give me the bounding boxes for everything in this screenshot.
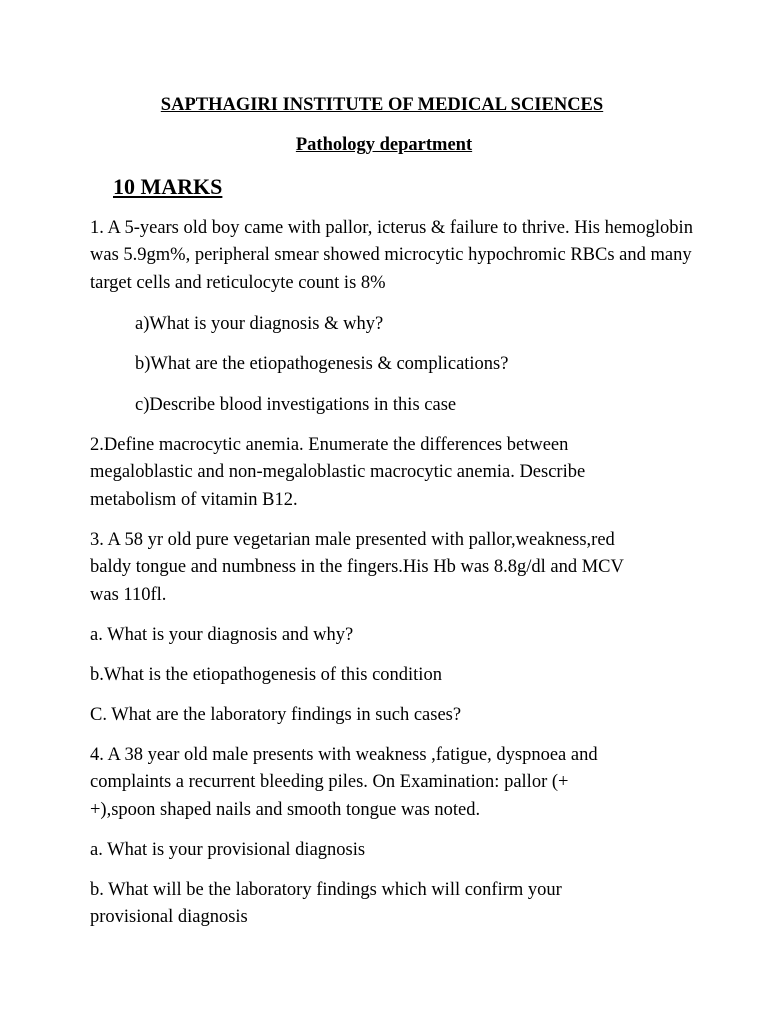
question-1-line-2: was 5.9gm%, peripheral smear showed microcytic hypochromic RBCs and many [90,245,692,266]
question-3 [90,527,624,609]
question-4-part-a: a. What is your provisional diagnosis [90,840,366,860]
question-1-part-a: a)What is your diagnosis & why? [135,314,384,334]
question-3-line-2: baldy tongue and numbness in the fingers.His Hb was 8.8g/dl and MCV [90,557,624,578]
question-4-part-b-line-2: provisional diagnosis [90,907,248,928]
question-4-line-1: 4. A 38 year old male presents with weakness ,fatigue, dyspnoea and [90,745,598,765]
institute-title: SAPTHAGIRI INSTITUTE OF MEDICAL SCIENCES [160,95,604,115]
question-4-part-b-line-1: b. What will be the laboratory findings which will confirm your [90,880,562,900]
question-3-line-3: was 110fl. [90,584,167,605]
question-3-line-1: 3. A 58 yr old pure vegetarian male presented with pallor,weakness,red [90,530,615,550]
question-2-line-2: megaloblastic and non-megaloblastic macrocytic anemia. Describe [90,462,586,483]
question-1-line-3: target cells and reticulocyte count is 8% [90,272,386,293]
question-4 [90,742,598,824]
question-1 [90,215,693,297]
question-4-line-2: complaints a recurrent bleeding piles. On Examination: pallor (+ [90,772,569,793]
question-3-part-b: b.What is the etiopathogenesis of this condition [90,665,442,685]
question-2-line-1: 2.Define macrocytic anemia. Enumerate the differences between [90,435,569,455]
question-2-line-3: metabolism of vitamin B12. [90,489,298,510]
question-4-line-3: +),spoon shaped nails and smooth tongue was noted. [90,799,481,820]
question-3-part-a: a. What is your diagnosis and why? [90,625,354,645]
department-title: Pathology department [295,135,473,155]
question-2 [90,432,585,514]
question-1-part-b: b)What are the etiopathogenesis & complications? [135,354,509,374]
question-3-part-c: C. What are the laboratory findings in such cases? [90,705,462,725]
question-4-part-b [90,877,562,932]
question-1-line-1: 1. A 5-years old boy came with pallor, icterus & failure to thrive. His hemoglobin [90,218,693,238]
question-1-part-c: c)Describe blood investigations in this case [135,395,457,415]
marks-heading: 10 MARKS [113,174,223,199]
